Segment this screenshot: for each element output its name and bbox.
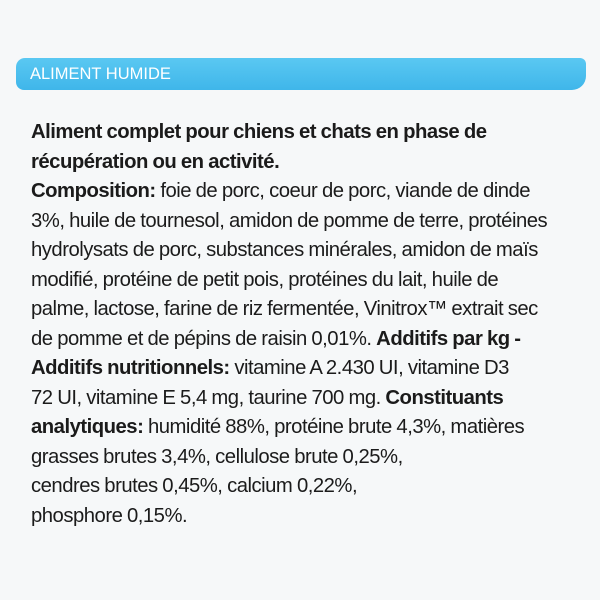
analytical-line: cendres brutes 0,45%, calcium 0,22%,: [31, 475, 358, 497]
composition-line: 3%, huile de tournesol, amidon de pomme de terre, protéines: [31, 209, 548, 232]
description-line: récupération ou en activité.: [31, 150, 280, 173]
additives-text: 72 UI, vitamine E 5,4 mg, taurine 700 mg.: [31, 386, 386, 409]
product-text: [31, 118, 576, 531]
analytical-label: analytiques:: [31, 416, 144, 438]
section-title: ALIMENT HUMIDE: [30, 65, 171, 83]
analytical-line: grasses brutes 3,4%, cellulose brute 0,25%,: [31, 445, 403, 468]
composition-line: palme, lactose, farine de riz fermentée, Vinitrox™ extrait sec: [31, 298, 538, 320]
analytical-line: [31, 413, 576, 443]
description-line: Aliment complet pour chiens et chats en phase de: [31, 121, 487, 143]
composition-label: Composition:: [31, 180, 156, 202]
additives-line: [31, 354, 576, 384]
composition-text: foie de porc, coeur de porc, viande de dinde: [155, 180, 531, 202]
composition-line: hydrolysats de porc, substances minérales, amidon de maïs: [31, 239, 538, 261]
composition-line: [31, 325, 576, 355]
analytical-text: humidité 88%, protéine brute 4,3%, matières: [143, 416, 525, 438]
analytical-label: Constituants: [385, 386, 504, 409]
analytical-line: phosphore 0,15%.: [31, 504, 188, 527]
composition-line: [31, 177, 576, 207]
additives-line: [31, 384, 576, 414]
additives-text: vitamine A 2.430 UI, vitamine D3: [229, 357, 509, 379]
nutritional-additives-label: Additifs nutritionnels:: [31, 357, 230, 379]
section-banner: [16, 58, 586, 90]
additives-label: Additifs par kg -: [376, 327, 521, 350]
composition-text: de pomme et de pépins de raisin 0,01%.: [31, 327, 377, 350]
composition-line: modifié, protéine de petit pois, protéines du lait, huile de: [31, 268, 499, 291]
